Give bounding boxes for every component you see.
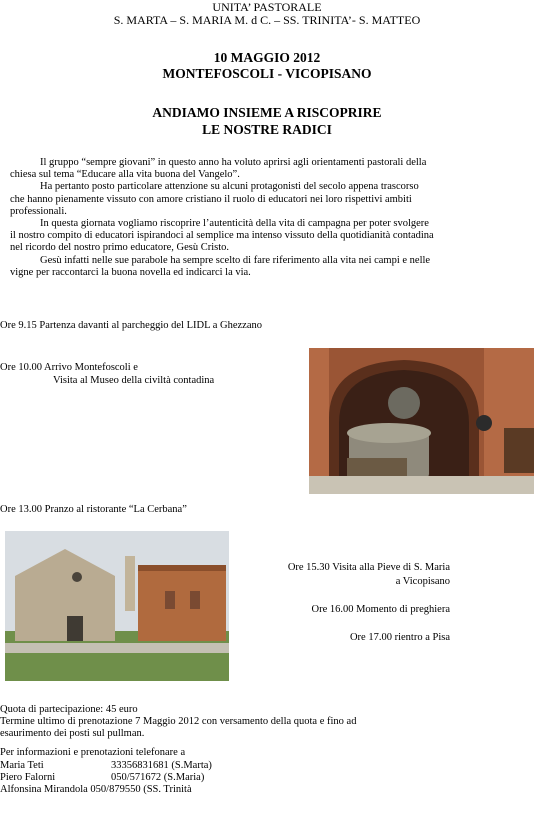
parishes-line: S. MARTA – S. MARIA M. d C. – SS. TRINITA’- S. MATTEO bbox=[113, 13, 421, 27]
intro-paragraph: Gesù infatti nelle sue parabole ha sempre scelto di fare riferimento alla vita nei campi e nelle vigne per raccontarci la buona novella ed indicarci la via. bbox=[10, 254, 431, 278]
contact-row bbox=[0, 760, 212, 772]
contact-phone: 33356831681 (S.Marta) bbox=[111, 760, 212, 771]
museum-photo bbox=[309, 348, 534, 494]
intro-paragraph: In questa giornata vogliamo riscoprire l’autenticità della vita di campagna per poter svolgere il nostro compito di educatori ispirandoci al semplice ma intenso vissuto della quotidianità contadina nel ricordo del nostro primo educatore, Gesù Cristo. bbox=[10, 218, 434, 254]
booking-deadline-cont: esaurimento dei posti sul pullman. bbox=[0, 728, 145, 739]
schedule-arrival: Ore 10.00 Arrivo Montefoscoli e bbox=[0, 362, 138, 373]
schedule-pieve-visit: Ore 15.30 Visita alla Pieve di S. Maria bbox=[287, 562, 450, 573]
contact-phone: 050/879550 (SS. Trinità bbox=[90, 784, 192, 795]
contact-phone: 050/571672 (S.Maria) bbox=[111, 772, 205, 783]
headline-line-1: ANDIAMO INSIEME A RISCOPRIRE bbox=[152, 105, 382, 120]
participation-fee: Quota di partecipazione: 45 euro bbox=[0, 704, 138, 715]
event-place: MONTEFOSCOLI - VICOPISANO bbox=[162, 66, 372, 81]
intro-paragraph: Il gruppo “sempre giovani” in questo anno ha voluto aprirsi agli orientamenti pastorali della chiesa sul tema “Educare alla vita buona del Vangelo”. bbox=[10, 157, 427, 181]
org-title: UNITA’ PASTORALE bbox=[212, 0, 322, 14]
event-date: 10 MAGGIO 2012 bbox=[213, 50, 321, 65]
schedule-lunch: Ore 13.00 Pranzo al ristorante “La Cerbana” bbox=[0, 504, 187, 515]
intro-text bbox=[10, 157, 435, 279]
contact-list bbox=[0, 760, 212, 796]
contact-name: Alfonsina Mirandola bbox=[0, 784, 88, 795]
contact-row bbox=[0, 772, 212, 784]
schedule-departure: Ore 9.15 Partenza davanti al parcheggio del LIDL a Ghezzano bbox=[0, 320, 262, 331]
contact-info-title: Per informazioni e prenotazioni telefonare a bbox=[0, 747, 186, 758]
schedule-return: Ore 17.00 rientro a Pisa bbox=[349, 632, 450, 643]
contact-name: Piero Falorni bbox=[0, 772, 56, 783]
headline-line-2: LE NOSTRE RADICI bbox=[202, 122, 332, 137]
schedule-prayer: Ore 16.00 Momento di preghiera bbox=[311, 604, 450, 615]
schedule-pieve-place: a Vicopisano bbox=[395, 576, 450, 587]
booking-deadline: Termine ultimo di prenotazione 7 Maggio 2012 con versamento della quota e fino ad bbox=[0, 716, 357, 727]
schedule-museum-visit: Visita al Museo della civiltà contadina bbox=[53, 375, 215, 386]
contact-row bbox=[0, 784, 212, 796]
contact-name: Maria Teti bbox=[0, 760, 44, 771]
intro-paragraph: Ha pertanto posto particolare attenzione su alcuni protagonisti del secolo appena trascorso che hanno pienamente vissuto con amore cristiano il ruolo di educatori nei loro rispettivi ambiti professionali. bbox=[10, 181, 419, 217]
church-photo bbox=[5, 531, 229, 681]
